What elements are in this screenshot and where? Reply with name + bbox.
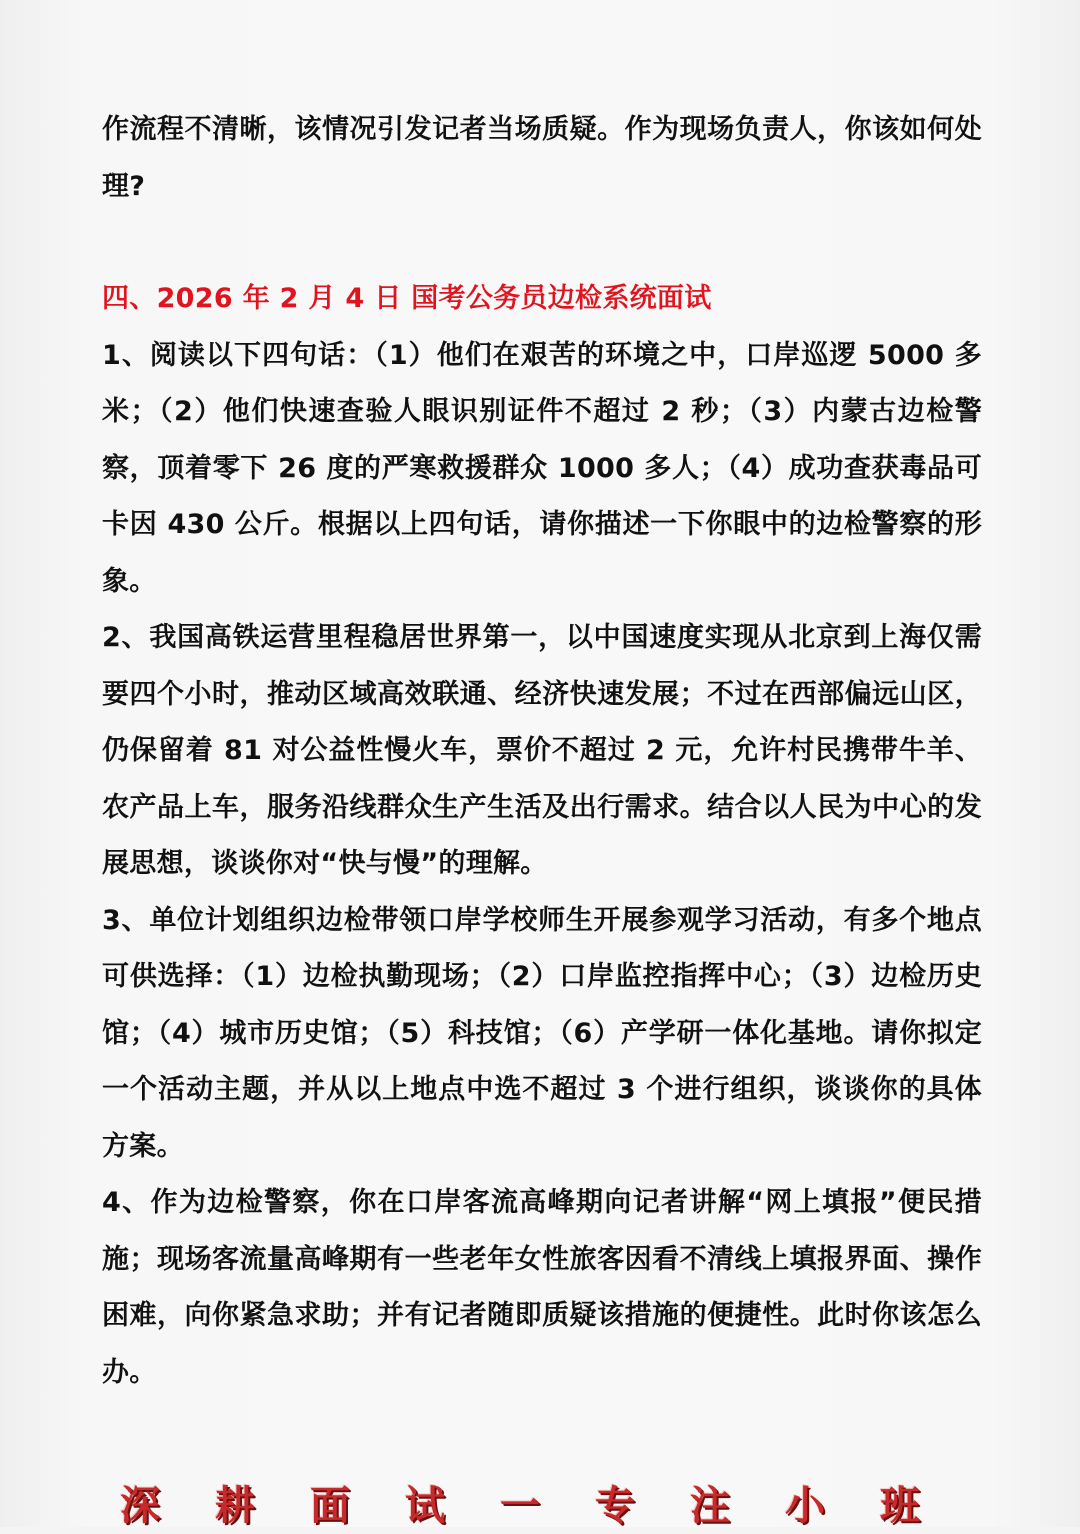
footer-char: 深: [120, 1482, 160, 1529]
question-1: 1、阅读以下四句话：（1）他们在艰苦的环境之中，口岸巡逻 5000 多米；（2）他们快速查验人眼识别证件不超过 2 秒；（3）内蒙古边检警察，顶着零下 26 度的严寒救援群众 1000 多人；（4）成功查获毒品可卡因 430 公斤。根据以上四句话，请你描述一下你眼中的边检警察的形象。: [102, 339, 982, 597]
intro-continuation: 作流程不清晰，该情况引发记者当场质疑。作为现场负责人，你该如何处理?: [102, 114, 982, 202]
footer-char: 一: [500, 1482, 540, 1529]
footer-char: 专: [595, 1482, 635, 1529]
footer-char: 注: [690, 1482, 730, 1529]
footer-char: 小: [785, 1482, 825, 1529]
question-2: 2、我国高铁运营里程稳居世界第一，以中国速度实现从北京到上海仅需要四个小时，推动区域高效联通、经济快速发展；不过在西部偏远山区，仍保留着 81 对公益性慢火车，票价不超过 2 元，允许村民携带牛羊、农产品上车，服务沿线群众生产生活及出行需求。结合以人民为中心的发展思想，谈谈你对“快与慢”的理解。: [102, 622, 982, 879]
footer-char: 试: [405, 1482, 445, 1529]
question-3: 3、单位计划组织边检带领口岸学校师生开展参观学习活动，有多个地点可供选择：（1）边检执勤现场；（2）口岸监控指挥中心；（3）边检历史馆；（4）城市历史馆；（5）科技馆；（6）产学研一体化基地。请你拟定一个活动主题，并从以上地点中选不超过 3 个进行组织，谈谈你的具体方案。: [102, 904, 982, 1162]
document-body: [102, 102, 982, 1401]
section-title: 四、2026 年 2 月 4 日 国考公务员边检系统面试: [102, 283, 712, 314]
footer-char: 面: [310, 1482, 350, 1529]
question-4: 4、作为边检警察，你在口岸客流高峰期向记者讲解“网上填报”便民措施；现场客流量高峰期有一些老年女性旅客因看不清线上填报界面、操作困难，向你紧急求助；并有记者随即质疑该措施的便捷性。此时你该怎么办。: [102, 1187, 982, 1388]
footer-slogan: [120, 1478, 920, 1534]
footer-char: 耕: [215, 1482, 255, 1529]
footer-char: 班: [880, 1482, 920, 1529]
